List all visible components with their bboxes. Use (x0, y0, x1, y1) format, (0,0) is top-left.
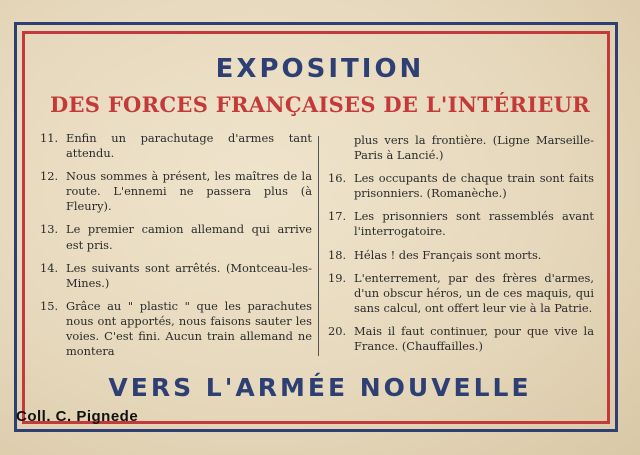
item-number: 11. (40, 131, 59, 145)
item-number: 20. (328, 323, 347, 338)
item-number: 13. (40, 222, 59, 237)
item-number: 12. (40, 169, 59, 184)
list-item (40, 131, 312, 161)
list-item (328, 171, 594, 201)
item-number: 18. (328, 247, 347, 262)
item-text: Les occupants de chaque train sont faits prisonniers. (Romanèche.) (354, 171, 594, 201)
item-text: Grâce au " plastic " que les parachutes nous ont apportés, nous faisons sauter les voies. C'est fini. Aucun train allemand ne montera (66, 298, 312, 359)
collection-watermark: Coll. C. Pignede (16, 408, 139, 425)
item-15-continuation: plus vers la frontière. (Ligne Marseille-Paris à Lancié.) (354, 133, 594, 163)
item-number: 15. (40, 298, 59, 313)
item-text: Le premier camion allemand qui arrive est pris. (66, 222, 312, 252)
heading-exposition: EXPOSITION (215, 54, 425, 84)
item-number: 14. (40, 260, 59, 275)
item-text: Nous sommes à présent, les maîtres de la route. L'ennemi ne passera plus (à Fleury). (66, 169, 312, 214)
left-column (40, 131, 312, 367)
list-item (328, 248, 594, 263)
list-item (40, 299, 312, 359)
item-text: Les suivants sont arrêtés. (Montceau-les-Mines.) (66, 260, 312, 290)
item-text: Mais il faut continuer, pour que vive la France. (Chauffailles.) (354, 323, 594, 354)
item-number: 16. (328, 171, 347, 186)
item-text: Les prisonniers sont rassemblés avant l'interrogatoire. (354, 209, 594, 239)
list-item (40, 222, 312, 252)
list-item (40, 169, 312, 214)
item-text: Hélas ! des Français sont morts. (354, 247, 542, 262)
list-item (328, 271, 594, 316)
heading-ffi: DES FORCES FRANÇAISES DE L'INTÉRIEUR (49, 92, 591, 117)
list-item (328, 324, 594, 354)
item-text: L'enterrement, par des frères d'armes, d'un obscur héros, un de ces maquis, qui sans calcul, ont offert leur vie à la Patrie. (354, 270, 594, 315)
right-column (328, 133, 594, 362)
item-text: Enfin un parachutage d'armes tant attendu. (66, 131, 312, 161)
item-number: 19. (328, 270, 347, 285)
footer-slogan: VERS L'ARMÉE NOUVELLE (108, 373, 532, 402)
item-number: 17. (328, 209, 347, 224)
list-item (40, 261, 312, 291)
column-divider (318, 136, 319, 356)
list-item (328, 209, 594, 239)
